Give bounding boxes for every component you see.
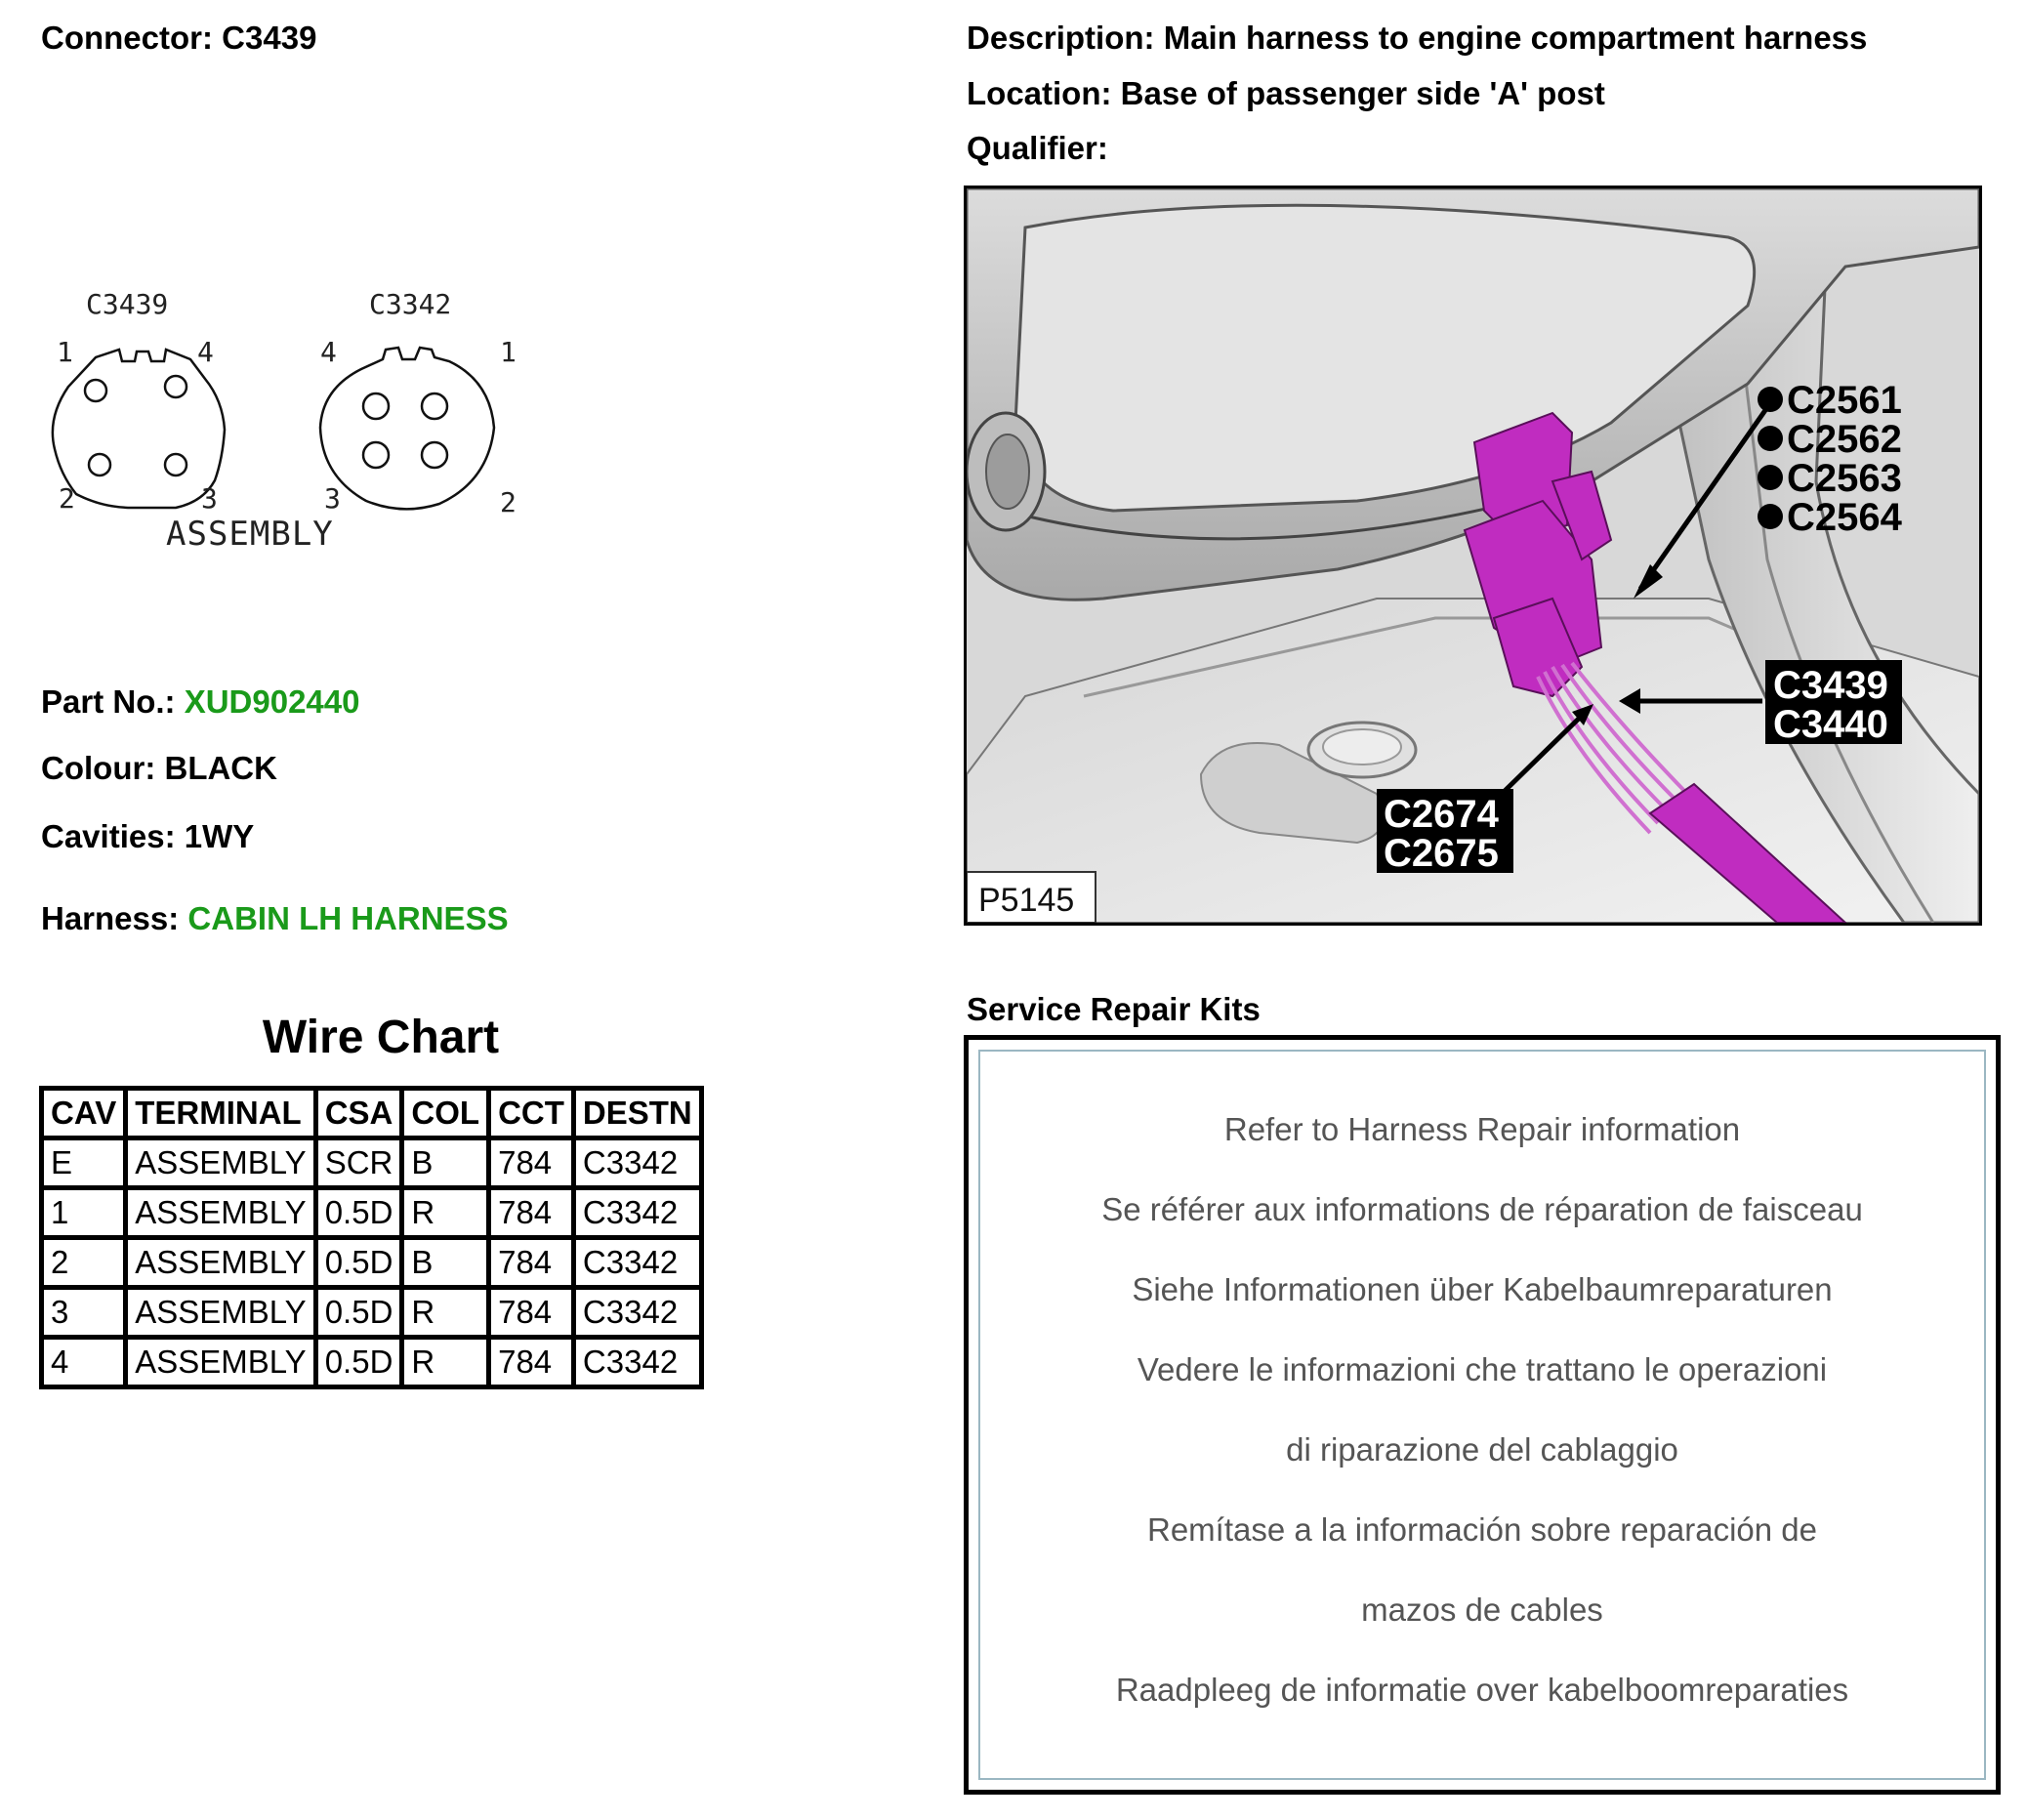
colour-label: Colour: <box>41 750 156 786</box>
header-destn: DESTN <box>576 1091 699 1136</box>
cell-destn: C3342 <box>576 1190 699 1235</box>
cell-destn: C3342 <box>576 1240 699 1285</box>
part-no-label: Part No.: <box>41 683 176 720</box>
header-col: COL <box>404 1091 486 1136</box>
callout-c2561: C2561 <box>1787 379 1902 422</box>
table-row <box>44 1190 699 1235</box>
cell-col: R <box>404 1290 486 1335</box>
cavities-label: Cavities: <box>41 818 176 854</box>
kit-line-de: Siehe Informationen über Kabelbaumreparaturen <box>1132 1271 1833 1307</box>
cell-cct: 784 <box>491 1140 571 1185</box>
header-terminal: TERMINAL <box>128 1091 312 1136</box>
kit-line-es-2: mazos de cables <box>1361 1592 1603 1628</box>
service-kits-title: Service Repair Kits <box>967 991 1261 1027</box>
cell-destn: C3342 <box>576 1140 699 1185</box>
wire-chart-title: Wire Chart <box>262 1012 500 1063</box>
cell-destn: C3342 <box>576 1340 699 1385</box>
service-kits-inner <box>978 1050 1986 1780</box>
cavities-row <box>41 818 254 855</box>
cell-col: B <box>404 1240 486 1285</box>
table-row <box>44 1140 699 1185</box>
qualifier-label: Qualifier: <box>967 130 1108 166</box>
cell-csa: SCR <box>318 1140 400 1185</box>
cell-cav: 1 <box>44 1190 123 1235</box>
cell-csa: 0.5D <box>318 1190 400 1235</box>
cell-cct: 784 <box>491 1240 571 1285</box>
callout-c2562: C2562 <box>1787 418 1902 461</box>
header-csa: CSA <box>318 1091 400 1136</box>
side-vent-inner <box>986 434 1029 509</box>
colour-value: BLACK <box>164 750 277 786</box>
table-row <box>44 1290 699 1335</box>
cell-csa: 0.5D <box>318 1290 400 1335</box>
cavities-value: 1WY <box>184 818 255 854</box>
table-row <box>44 1240 699 1285</box>
cell-cct: 784 <box>491 1340 571 1385</box>
connector-value: C3439 <box>222 20 317 56</box>
part-no-row <box>41 683 359 721</box>
cell-destn: C3342 <box>576 1290 699 1335</box>
wire-chart-table <box>39 1086 704 1389</box>
callout-c2675: C2675 <box>1384 832 1499 875</box>
table-row <box>44 1340 699 1385</box>
harness-value[interactable]: CABIN LH HARNESS <box>187 900 509 936</box>
callout-c2563: C2563 <box>1787 457 1902 500</box>
right-cavity-br <box>422 442 447 468</box>
right-pin-label-3: 3 <box>324 482 341 515</box>
harness-label: Harness: <box>41 900 180 936</box>
cell-cav: 3 <box>44 1290 123 1335</box>
cell-cav: 2 <box>44 1240 123 1285</box>
kit-line-it-1: Vedere le informazioni che trattano le operazioni <box>1137 1351 1828 1387</box>
left-pin-label-3: 3 <box>201 482 218 515</box>
right-connector-name: C3342 <box>369 288 452 320</box>
connector-heading <box>41 20 316 57</box>
kit-line-en: Refer to Harness Repair information <box>1223 1111 1741 1147</box>
cell-csa: 0.5D <box>318 1240 400 1285</box>
cell-cct: 784 <box>491 1190 571 1235</box>
cell-terminal: ASSEMBLY <box>128 1340 312 1385</box>
right-pin-label-1: 1 <box>500 336 517 368</box>
colour-row <box>41 750 277 787</box>
left-pin-3-hole <box>165 454 186 476</box>
right-pin-label-4: 4 <box>320 336 337 368</box>
connector-pin-diagram <box>39 281 547 564</box>
header-cav: CAV <box>44 1091 123 1136</box>
callout-c3439: C3439 <box>1773 664 1888 707</box>
location-value: Base of passenger side 'A' post <box>1120 75 1605 111</box>
cell-col: R <box>404 1340 486 1385</box>
description-heading <box>967 20 1867 57</box>
floor-grommet-inner <box>1323 729 1401 765</box>
kit-line-it-2: di riparazione del cablaggio <box>1286 1431 1678 1468</box>
wire-chart-header-row <box>44 1091 699 1136</box>
cell-col: B <box>404 1140 486 1185</box>
location-heading <box>967 75 1605 112</box>
location-label: Location: <box>967 75 1112 111</box>
right-cavity-tr <box>422 393 447 419</box>
cell-cct: 784 <box>491 1290 571 1335</box>
callout-c3440: C3440 <box>1773 703 1888 746</box>
header-cct: CCT <box>491 1091 571 1136</box>
cell-terminal: ASSEMBLY <box>128 1290 312 1335</box>
left-pin-label-4: 4 <box>197 336 214 368</box>
harness-row <box>41 900 509 937</box>
left-pin-label-1: 1 <box>57 336 73 368</box>
callout-c2564: C2564 <box>1787 496 1902 539</box>
diagram-caption: ASSEMBLY <box>166 515 334 554</box>
left-pin-4-hole <box>165 376 186 397</box>
left-pin-2-hole <box>89 454 110 476</box>
cell-cav: E <box>44 1140 123 1185</box>
service-kits-box <box>964 1035 2001 1795</box>
kit-line-nl: Raadpleeg de informatie over kabelboomreparaties <box>1115 1672 1849 1708</box>
connector-label: Connector: <box>41 20 213 56</box>
cell-col: R <box>404 1190 486 1235</box>
description-label: Description: <box>967 20 1155 56</box>
cell-terminal: ASSEMBLY <box>128 1140 312 1185</box>
part-no-value[interactable]: XUD902440 <box>184 683 360 720</box>
right-pin-label-2: 2 <box>500 486 517 518</box>
description-value: Main harness to engine compartment harness <box>1163 20 1868 56</box>
location-figure <box>964 186 1982 926</box>
kit-line-es-1: Remítase a la información sobre reparación de <box>1146 1511 1818 1548</box>
figure-id: P5145 <box>978 882 1075 919</box>
right-connector-outline <box>320 348 494 509</box>
left-pin-label-2: 2 <box>59 482 75 515</box>
cell-terminal: ASSEMBLY <box>128 1240 312 1285</box>
left-connector-name: C3439 <box>86 288 169 320</box>
kit-line-fr: Se référer aux informations de réparation de faisceau <box>1101 1191 1863 1227</box>
callout-c2674: C2674 <box>1384 793 1499 836</box>
right-cavity-bl <box>363 442 389 468</box>
cell-terminal: ASSEMBLY <box>128 1190 312 1235</box>
left-pin-1-hole <box>85 380 106 401</box>
cell-cav: 4 <box>44 1340 123 1385</box>
qualifier-heading <box>967 130 1108 167</box>
cell-csa: 0.5D <box>318 1340 400 1385</box>
left-connector-outline <box>53 350 225 508</box>
right-cavity-tl <box>363 393 389 419</box>
